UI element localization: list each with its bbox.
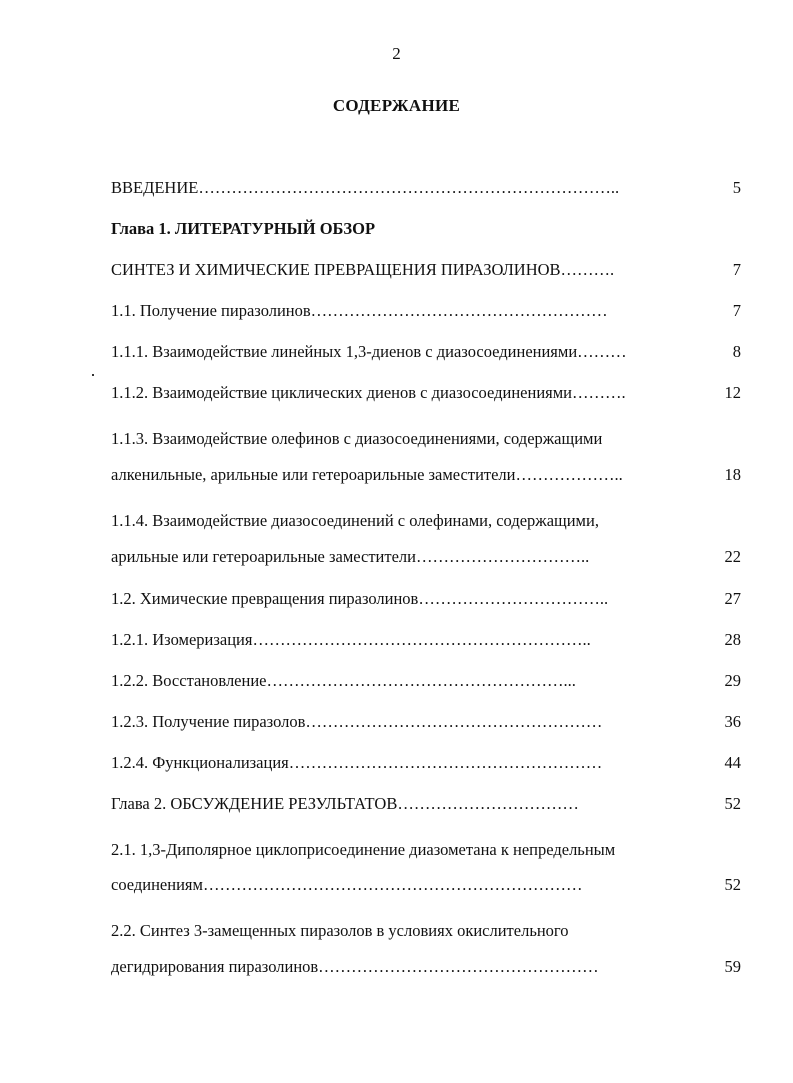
toc-entry-text: алкенильные, арильные или гетероарильные заместители……………….. <box>111 465 623 484</box>
toc-entry-text: Глава 2. ОБСУЖДЕНИЕ РЕЗУЛЬТАТОВ…………………………… <box>111 794 579 813</box>
page-number: 2 <box>392 44 401 63</box>
toc-entry-page: 5 <box>732 178 741 197</box>
toc-entry-text: 2.1. 1,3-Диполярное циклоприсоединение диазометана к непредельным <box>111 840 616 859</box>
toc-entry-text: 1.2.4. Функционализация………………………………………………… <box>111 753 603 772</box>
toc-entry-text: 1.2.2. Восстановление………………………………………………... <box>111 671 576 690</box>
toc-entry-page: 59 <box>724 957 741 976</box>
toc-entry-page: 18 <box>724 465 741 484</box>
toc-entry-page: 7 <box>732 260 741 279</box>
toc-entry-text: 1.1.4. Взаимодействие диазосоединений с олефинами, содержащими, <box>111 511 599 530</box>
toc-entry-text: СИНТЕЗ И ХИМИЧЕСКИЕ ПРЕВРАЩЕНИЯ ПИРАЗОЛИНОВ………. <box>111 260 615 279</box>
toc-entry-page: 36 <box>724 712 741 731</box>
toc-entry-text: 1.2. Химические превращения пиразолинов…………………………….. <box>111 589 609 608</box>
toc-entry-text: дегидрирования пиразолинов…………………………………………… <box>111 957 599 976</box>
toc-entry-page: 7 <box>732 301 741 320</box>
toc-entry-page: 22 <box>724 547 741 566</box>
stray-mark <box>92 374 94 376</box>
toc-entry-page: 12 <box>724 383 741 402</box>
toc-entry-text: 1.1.3. Взаимодействие олефинов с диазосоединениями, содержащими <box>111 429 603 448</box>
toc-entry-page: 52 <box>724 794 741 813</box>
toc-entry-text: 1.1. Получение пиразолинов……………………………………………… <box>111 301 608 320</box>
toc-entry-page: 8 <box>732 342 741 361</box>
toc-entry-page: 28 <box>724 630 741 649</box>
toc-entry-page: 29 <box>724 671 741 690</box>
toc-entry-text: ВВЕДЕНИЕ………………………………………………………………….. <box>111 178 620 197</box>
toc-entry-text: 1.2.1. Изомеризация…………………………………………………….. <box>111 630 591 649</box>
toc-entry-text: соединениям…………………………………………………………… <box>111 875 583 894</box>
toc-entry-text: 1.1.2. Взаимодействие циклических диенов с диазосоединениями………. <box>111 383 626 402</box>
page-title: СОДЕРЖАНИЕ <box>332 96 461 115</box>
toc-entry-text: 1.1.1. Взаимодействие линейных 1,3-диенов с диазосоединениями……… <box>111 342 627 361</box>
toc-entry-text: арильные или гетероарильные заместители………………………….. <box>111 547 590 566</box>
toc-entry-text: 1.2.3. Получение пиразолов……………………………………………… <box>111 712 603 731</box>
toc-entry-page: 44 <box>724 753 741 772</box>
toc-entry-page: 27 <box>724 589 741 608</box>
toc-entry-text: Глава 1. ЛИТЕРАТУРНЫЙ ОБЗОР <box>111 219 376 238</box>
toc-entry-text: 2.2. Синтез 3-замещенных пиразолов в условиях окислительного <box>111 921 569 940</box>
toc-entry-page: 52 <box>724 875 741 894</box>
